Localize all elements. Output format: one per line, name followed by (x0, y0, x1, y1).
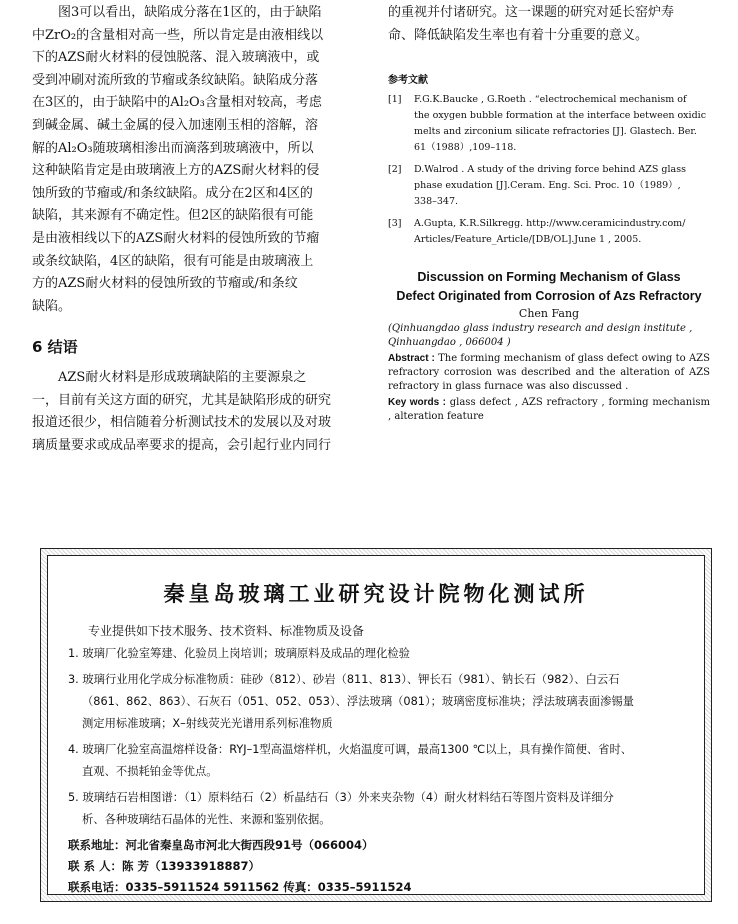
keywords-text: glass defect , AZS refractory , forming mechanism , alteration feature (388, 397, 711, 423)
advertisement-item (68, 787, 690, 831)
reference-number: [3] (388, 218, 402, 230)
affiliation-line: (Qinhuangdao glass industry research and design institute , (388, 323, 693, 335)
reference-line: D.Walrod . A study of the driving force behind AZS glass (414, 164, 686, 176)
paragraph-conclusion-continued (388, 2, 710, 47)
english-abstract (388, 352, 710, 394)
reference-line: phase exudation [J].Ceram. Eng. Sci. Proc. 10（1989）, (414, 180, 681, 192)
reference-line: the oxygen bubble formation at the interface between oxidic (414, 110, 707, 122)
references-list (388, 92, 710, 248)
advertisement-intro: 专业提供如下技术服务、技术资料、标准物质及设备 (88, 624, 365, 638)
reference-line: Articles/Feature_Article/[DB/OL].June 1 , 2005. (414, 234, 642, 246)
english-title-line: Discussion on Forming Mechanism of Glass (417, 270, 681, 285)
text-line: 命、降低缺陷发生率也有着十分重要的意义。 (388, 27, 649, 43)
text-line: 这种缺陷肯定是由玻璃液上方的AZS耐火材料的侵 (32, 163, 320, 179)
affiliation-line: Qinhuangdao , 066004 ) (388, 337, 511, 349)
text-line: 蚀所致的节瘤或/和条纹缺陷。成分在2区和4区的 (32, 185, 313, 201)
item-line: 3. 玻璃行业用化学成分标准物质：硅砂（812）、砂岩（811、813）、钾长石（981）、钠长石（982）、白云石 (68, 673, 620, 686)
text-line: 缺陷。 (32, 298, 72, 314)
reference-text (414, 162, 710, 210)
reference-item (388, 216, 710, 248)
text-line: 方的AZS耐火材料的侵蚀所致的节瘤或/和条纹 (32, 276, 298, 292)
references-heading: 参考文献 (388, 75, 428, 87)
reference-line: A.Gupta, K.R.Silkregg. http://www.ceramicindustry.com/ (414, 218, 686, 230)
item-line: 析、各种玻璃结石晶体的光性、来源和鉴别依据。 (82, 813, 331, 826)
reference-number: [1] (388, 94, 402, 106)
contact-phone: 联系电话：0335–5911524 5911562 传真：0335–5911524 (68, 880, 412, 894)
text-line: 报道还很少，相信随着分析测试技术的发展以及对玻 (32, 415, 332, 431)
reference-item (388, 92, 710, 156)
item-line: 4. 玻璃厂化验室高温熔样设备：RYJ–1型高温熔样机，火焰温度可调，最高1300 ℃以上，具有操作简便、省时、 (68, 743, 633, 756)
advertisement-item (68, 739, 690, 783)
text-line: 解的Al₂O₃随玻璃相渗出而滴落到玻璃液中，所以 (32, 140, 314, 156)
abstract-text: The forming mechanism of glass defect owing to AZS refractory corrosion was described and the alteration of AZS refractory in glass furnace was also discussed . (388, 353, 710, 393)
left-column (32, 2, 358, 457)
text-line: 受到冲刷对流所致的节瘤或条纹缺陷。缺陷成分落 (32, 72, 319, 88)
advertisement-inner (47, 555, 705, 895)
advertisement-contacts (48, 835, 704, 898)
advertisement-title: 秦皇岛玻璃工业研究设计院物化测试所 (163, 582, 589, 606)
paragraph-defect-analysis (32, 2, 358, 318)
reference-line: 338–347. (414, 196, 459, 208)
text-line: 是由液相线以下的AZS耐火材料的侵蚀所致的节瘤 (32, 230, 320, 246)
english-affiliation (388, 322, 710, 350)
item-line: （861、862、863）、石灰石（051、052、053）、浮法玻璃（081）；玻璃密度标准块；浮法玻璃表面渗锡量 (82, 695, 634, 708)
english-author: Chen Fang (518, 307, 580, 321)
reference-item (388, 162, 710, 210)
keywords-label: Key words : (388, 397, 446, 409)
item-line: 5. 玻璃结石岩相图谱：（1）原料结石（2）析晶结石（3）外来夹杂物（4）耐火材料结石等图片资料及详细分 (68, 791, 614, 804)
text-line: 到碱金属、碱土金属的侵入加速刚玉相的溶解，溶 (32, 117, 319, 133)
item-line: 1. 玻璃厂化验室筹建、化验员上岗培训；玻璃原料及成品的理化检验 (68, 647, 410, 660)
advertisement-item (68, 643, 690, 665)
text-line: 或条纹缺陷，4区的缺陷，很有可能是由玻璃液上 (32, 253, 314, 269)
section-title-conclusion: 6 结语 (32, 338, 78, 357)
reference-line: 61（1988）,109–118. (414, 142, 517, 154)
reference-text (414, 92, 710, 156)
reference-number: [2] (388, 164, 402, 176)
advertisement-item (68, 669, 690, 735)
reference-line: F.G.K.Baucke , G.Roeth . “electrochemical mechanism of (414, 94, 687, 106)
item-line: 测定用标准玻璃；X–射线荧光光谱用系列标准物质 (82, 717, 333, 730)
english-title (388, 268, 710, 306)
text-line: 中ZrO₂的含量相对高一些，所以肯定是由液相线以 (32, 27, 324, 43)
reference-line: melts and zirconium silicate refractories [J]. Glastech. Ber. (414, 126, 697, 138)
text-line: 的重视并付诸研究。这一课题的研究对延长窑炉寿 (388, 5, 675, 20)
item-line: 直观、不损耗铂金等优点。 (82, 765, 218, 778)
right-column (388, 2, 710, 424)
contact-person: 联 系 人：陈 芳（13933918887） (68, 859, 261, 873)
advertisement-box (40, 548, 712, 902)
advertisement-items (48, 643, 704, 831)
abstract-label: Abstract : (388, 353, 435, 365)
english-title-line: Defect Originated from Corrosion of Azs Refractory (396, 289, 702, 304)
reference-text (414, 216, 710, 248)
text-line: 下的AZS耐火材料的侵蚀脱落、混入玻璃液中，或 (32, 50, 320, 66)
text-line: 在3区的，由于缺陷中的Al₂O₃含量相对较高，考虑 (32, 95, 322, 111)
text-line: 璃质量要求或成品率要求的提高，会引起行业内同行 (32, 437, 332, 453)
text-line: 图3可以看出，缺陷成分落在1区的，由于缺陷 (58, 5, 322, 20)
text-line: 一，目前有关这方面的研究，尤其是缺陷形成的研究 (32, 392, 332, 408)
paragraph-conclusion (32, 367, 358, 457)
english-keywords (388, 396, 710, 424)
contact-address: 联系地址：河北省秦皇岛市河北大街西段91号（066004） (68, 838, 374, 852)
text-line: 缺陷，其来源有不确定性。但2区的缺陷很有可能 (32, 208, 314, 224)
text-line: AZS耐火材料是形成玻璃缺陷的主要源泉之 (58, 369, 307, 385)
